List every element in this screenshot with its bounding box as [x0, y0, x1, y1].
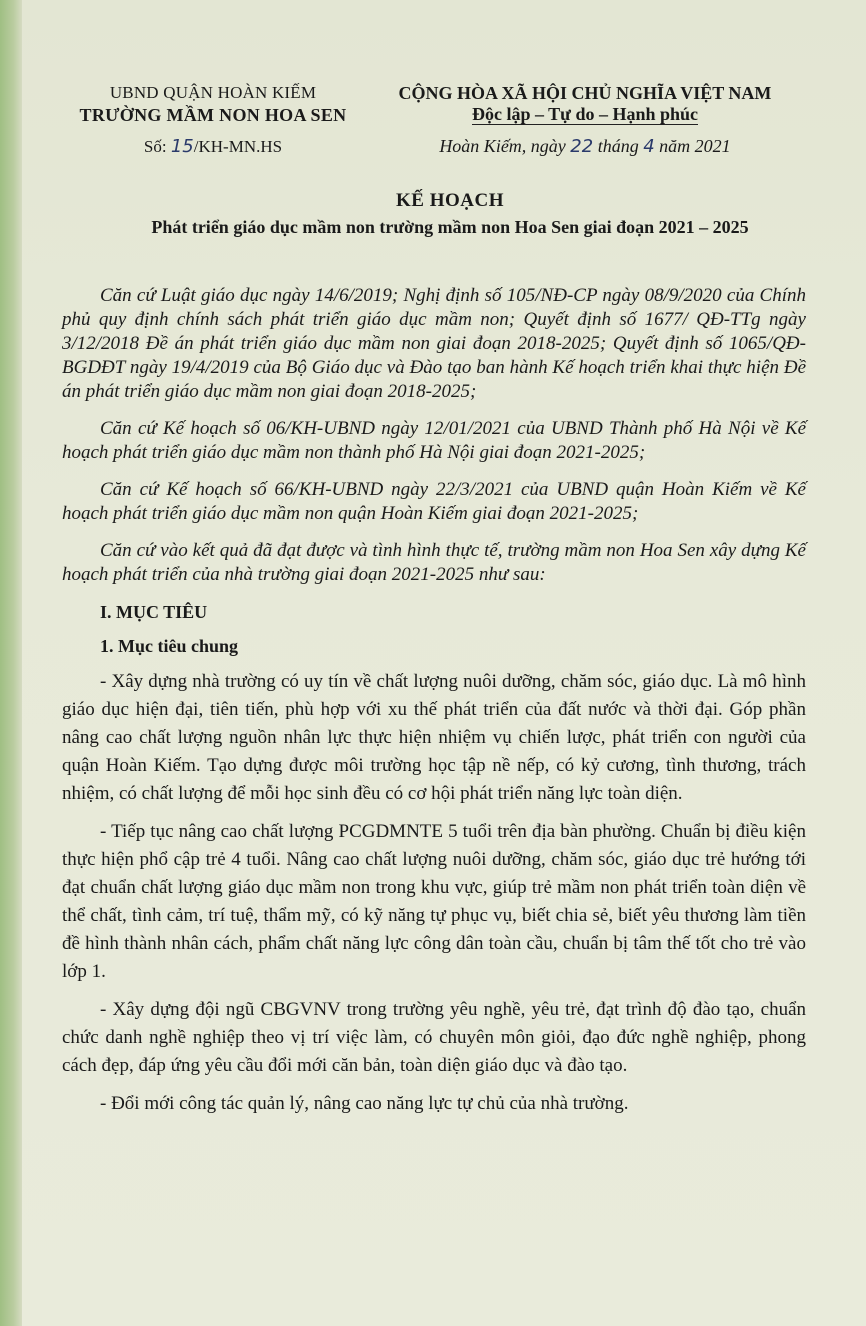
date-place: Hoàn Kiếm, ngày — [439, 136, 566, 156]
preamble-paragraph: Căn cứ Kế hoạch số 66/KH-UBND ngày 22/3/2021 của UBND quận Hoàn Kiếm về Kế hoạch phát triển giáo dục mầm non quận Hoàn Kiếm giai đoạn 2021-2025; — [62, 479, 806, 524]
document-body — [62, 284, 806, 1128]
org-name: UBND QUẬN HOÀN KIẾM — [109, 83, 317, 102]
subsection-heading: 1. Mục tiêu chung — [100, 636, 239, 656]
issuer-block — [58, 82, 368, 158]
preamble-paragraph: Căn cứ vào kết quả đã đạt được và tình hình thực tế, trường mầm non Hoa Sen xây dựng Kế hoạch phát triển của nhà trường giai đoạn 2021-2025 như sau: — [62, 540, 806, 585]
preamble-paragraph: Căn cứ Kế hoạch số 06/KH-UBND ngày 12/01/2021 của UBND Thành phố Hà Nội về Kế hoạch phát triển giáo dục mầm non thành phố Hà Nội giai đoạn 2021-2025; — [62, 418, 806, 463]
place-date — [378, 135, 792, 158]
date-year: năm 2021 — [659, 136, 731, 156]
national-motto-block — [378, 82, 792, 158]
date-month-label: tháng — [597, 136, 639, 156]
section-heading: I. MỤC TIÊU — [100, 602, 208, 622]
doc-no-suffix: /KH-MN.HS — [193, 137, 283, 156]
document-header — [0, 82, 866, 172]
body-paragraph: - Xây dựng đội ngũ CBGVNV trong trường yêu nghề, yêu trẻ, đạt trình độ đào tạo, chuẩn chức danh nghề nghiệp theo vị trí việc làm, có chuyên môn giỏi, đạo đức nghề nghiệp, phong cách đẹp, đáp ứng yêu cầu đổi mới căn bản, toàn diện giáo dục và đào tạo. — [62, 999, 806, 1076]
binding-edge — [0, 0, 22, 1326]
title-block — [40, 188, 860, 240]
body-paragraph: - Xây dựng nhà trường có uy tín về chất lượng nuôi dưỡng, chăm sóc, giáo dục. Là mô hình giáo dục hiện đại, tiên tiến, phù hợp với xu thế phát triển của đất nước và thời đại. Góp phần nâng cao chất lượng nguồn nhân lực thực hiện nhiệm vụ chiến lược, phát triển con người của quận Hoàn Kiếm. Tạo dựng được môi trường học tập nề nếp, có kỷ cương, tình thương, trách nhiệm, có chất lượng để mỗi học sinh đều có cơ hội phát triển năng lực toàn diện. — [62, 671, 806, 804]
document-subtitle: Phát triển giáo dục mầm non trường mầm non Hoa Sen giai đoạn 2021 – 2025 — [151, 217, 749, 237]
document-title: KẾ HOẠCH — [396, 190, 504, 211]
date-month: 4 — [643, 136, 655, 157]
school-name: TRƯỜNG MẦM NON HOA SEN — [79, 105, 347, 125]
doc-no-handwritten: 15 — [170, 136, 194, 157]
document-number — [58, 136, 368, 158]
doc-no-prefix: Số: — [143, 137, 167, 156]
preamble-paragraph: Căn cứ Luật giáo dục ngày 14/6/2019; Nghị định số 105/NĐ-CP ngày 08/9/2020 của Chính phủ quy định chính sách phát triển giáo dục mầm non; Quyết định số 1677/ QĐ-TTg ngày 3/12/2018 Đề án phát triển giáo dục mầm non giai đoạn 2018-2025; Quyết định số 1065/QĐ-BGDĐT ngày 19/4/2019 của Bộ Giáo dục và Đào tạo ban hành Kế hoạch triển khai thực hiện Đề án phát triển giáo dục mầm non giai đoạn 2018-2025; — [62, 285, 806, 402]
nation-name: CỘNG HÒA XÃ HỘI CHỦ NGHĨA VIỆT NAM — [398, 83, 772, 103]
body-paragraph: - Đổi mới công tác quản lý, nâng cao năng lực tự chủ của nhà trường. — [100, 1093, 629, 1114]
body-paragraph: - Tiếp tục nâng cao chất lượng PCGDMNTE 5 tuổi trên địa bàn phường. Chuẩn bị điều kiện thực hiện phổ cập trẻ 4 tuổi. Nâng cao chất lượng nuôi dưỡng, chăm sóc, giáo dục trẻ hướng tới đạt chuẩn chất lượng giáo dục mầm non trong khu vực, giúp trẻ mầm non phát triển toàn diện về thể chất, tình cảm, trí tuệ, thẩm mỹ, có kỹ năng tự phục vụ, biết chia sẻ, biết yêu thương làm tiền đề hình thành nhân cách, phẩm chất năng lực công dân toàn cầu, chuẩn bị tâm thế tốt cho trẻ vào lớp 1. — [62, 821, 806, 982]
date-day: 22 — [570, 136, 594, 157]
national-motto: Độc lập – Tự do – Hạnh phúc — [471, 104, 699, 124]
